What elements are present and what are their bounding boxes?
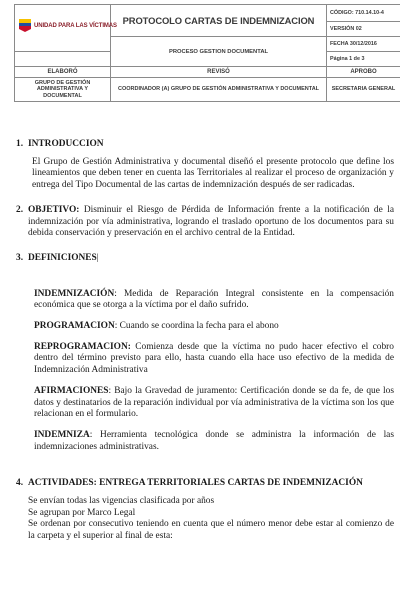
activity-line: Se agrupan por Marco Legal [28, 507, 136, 518]
colombia-shield-icon [18, 18, 32, 33]
document-date: FECHA 30/12/2016 [327, 37, 400, 52]
definitions-heading-line [28, 253, 394, 265]
definition-text: : Cuando se coordina la fecha para el abono [114, 321, 279, 332]
document-title: PROTOCOLO CARTAS DE INDEMNIZACION [111, 5, 327, 37]
section-activities [16, 478, 394, 543]
approved-by-value: SECRETARIA GENERAL [327, 78, 400, 102]
unidad-victimas-logo [18, 18, 117, 33]
section-number: 1. [16, 139, 24, 149]
reviewed-by-value: COORDINADOR (A) GRUPO DE GESTIÓN ADMINISTRATIVA Y DOCUMENTAL [111, 78, 327, 102]
document-code: CÓDIGO: 710.14.10-4 [327, 5, 400, 22]
role-approved-label: APROBO [327, 67, 400, 78]
definition-term: INDEMNIZACIÓN [34, 288, 115, 299]
definition-term: INDEMNIZA [34, 429, 90, 440]
section-heading: OBJETIVO: [28, 204, 80, 215]
definition-text: : Medida de Reparación Integral consistente en la compensación económica que se otorga a la víctima por el daño sufrido. [34, 288, 394, 311]
section-number: 3. [16, 252, 24, 263]
logo-bottom-cell [15, 52, 111, 67]
definition-item [34, 386, 394, 421]
definition-text: : Herramienta tecnológica donde se administra la información de las indemnizaciones administrativas. [34, 429, 394, 452]
role-made-label: ELABORÓ [15, 67, 111, 78]
process-name: PROCESO GESTION DOCUMENTAL [111, 37, 327, 67]
definition-item [34, 430, 394, 453]
definition-text: Comienza desde que la víctima no pudo hacer efectivo el cobro dentro del término previsto para ello, hasta cuando ella hace uso efectivo de la medida de Indemnización Administrativa [34, 341, 394, 376]
role-reviewed-label: REVISÓ [111, 67, 327, 78]
made-by-value: GRUPO DE GESTIÓN ADMINISTRATIVA Y DOCUMENTAL [15, 78, 111, 102]
section-heading: ACTIVIDADES: ENTREGA TERRITORIALES CARTAS DE INDEMNIZACIÓN [28, 478, 363, 489]
definition-term: PROGRAMACION [34, 321, 115, 332]
document-header-table [14, 4, 400, 102]
text-cursor: | [96, 252, 99, 263]
activity-line: Se ordenan por consecutivo teniendo en cuenta que el número menor debe estar al comienzo de la carpeta y el superior al final de esta: [28, 519, 394, 542]
section-heading: DEFINICIONES [28, 252, 97, 263]
section-objective [16, 205, 394, 240]
objective-paragraph [28, 205, 394, 240]
section-definitions [16, 253, 394, 462]
page-number: Página 1 de 3 [327, 52, 400, 67]
definition-term: REPROGRAMACION: [34, 341, 131, 352]
document-version: VERSIÓN 02 [327, 22, 400, 37]
definition-item [34, 289, 394, 312]
activities-list [28, 496, 394, 543]
section-introduction [16, 139, 394, 192]
definitions-list [28, 289, 394, 454]
activity-line: Se envían todas las vigencias clasificada por años [28, 496, 215, 507]
logo-cell [15, 5, 117, 52]
definition-term: AFIRMACIONES [34, 385, 109, 396]
definition-item [34, 321, 394, 333]
definition-item [34, 342, 394, 377]
logo-text: UNIDAD PARA LAS VÍCTIMAS [34, 22, 117, 29]
section-number: 4. [16, 478, 24, 489]
objective-text: Disminuir el Riesgo de Pérdida de Información frente a la notificación de la indemnización por vía administrativa, logrando el traslado oportuno de los documentos para su debida conservación y preservación en el archivo central de la Entidad. [28, 204, 394, 239]
introduction-text: El Grupo de Gestión Administrativa y documental diseñó el presente protocolo que define los lineamientos que deben tener en cuenta las Territoriales al realizar el proceso de organización y entrega del Tipo Documental de las cartas de indemnización después de ser radicadas. [32, 156, 394, 191]
document-body [16, 139, 394, 543]
section-heading: INTRODUCCION [28, 139, 104, 149]
section-number: 2. [16, 204, 24, 215]
definition-text: : Bajo la Gravedad de juramento: Certificación donde se da fe, de que los datos y destinatarios de la reparación individual por vía administrativa de la víctima son los que relacionan en el formulario. [34, 385, 394, 420]
